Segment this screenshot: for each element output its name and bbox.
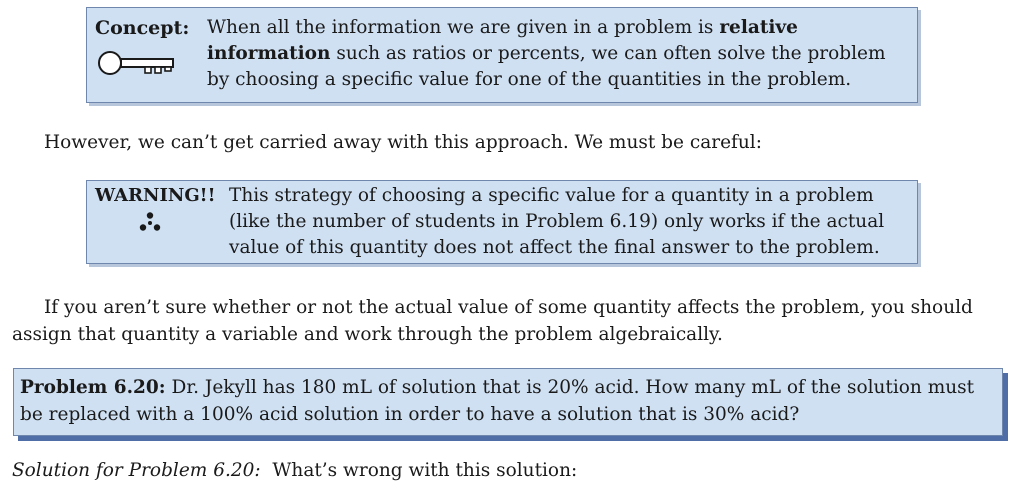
problem-text — [20, 374, 996, 428]
concept-box — [86, 7, 918, 103]
warning-text: This strategy of choosing a specific value for a quantity in a problem (like the number of students in Problem 6.19) only works if the actual value of this quantity does not affect the final answer to the problem. — [229, 185, 885, 258]
warning-label: WARNING!! — [95, 185, 216, 206]
solution-line — [12, 458, 577, 484]
radiation-icon — [139, 212, 161, 232]
intro-paragraph: However, we can’t get carried away with this approach. We must be careful: — [44, 132, 762, 153]
solution-text: What’s wrong with this solution: — [260, 460, 578, 481]
solution-label: Solution for Problem 6.20: — [12, 460, 261, 481]
problem-label: Problem 6.20: — [20, 377, 166, 398]
key-icon — [97, 50, 177, 76]
concept-text — [207, 15, 913, 93]
variable-paragraph — [12, 294, 1007, 348]
problem-box — [13, 368, 1003, 436]
concept-text-start: When all the information we are given in a problem is — [207, 17, 720, 38]
concept-text-end: such as ratios or percents, we can often solve the problem by choosing a specific value for one of the quantities in the problem. — [207, 43, 886, 90]
variable-paragraph-text: If you aren’t sure whether or not the actual value of some quantity affects the problem, you should assign that quantity a variable and work through the problem algebraically. — [12, 297, 973, 345]
concept-label: Concept: — [95, 17, 190, 39]
problem-statement: Dr. Jekyll has 180 mL of solution that is 20% acid. How many mL of the solution must be replaced with a 100% acid solution in order to have a solution that is 30% acid? — [20, 377, 975, 425]
warning-box — [86, 180, 918, 264]
concept-text-bold: relative information — [207, 17, 798, 64]
